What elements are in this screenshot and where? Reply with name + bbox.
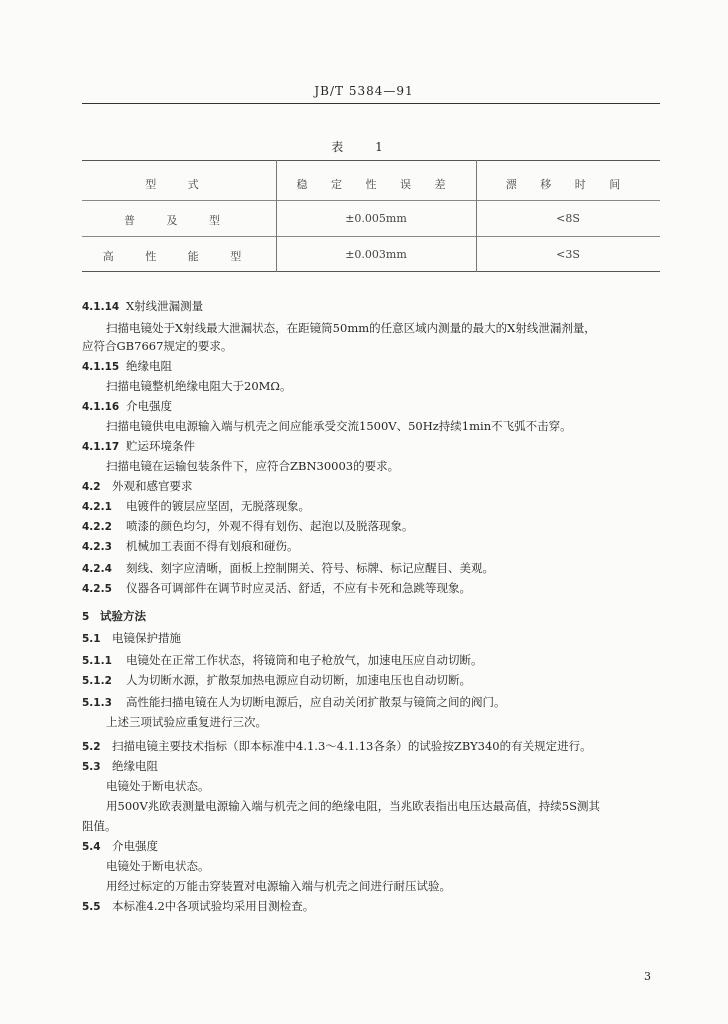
table-header-type: 型 式 (145, 178, 213, 191)
clause (82, 560, 682, 577)
table-bottom-rule (82, 271, 660, 272)
clause (82, 580, 682, 597)
clause (82, 652, 682, 669)
table-header-drift: 漂 移 时 间 (505, 178, 631, 191)
clause-text: 贮运环境条件 (126, 439, 195, 453)
paragraph-text: 阻值。 (82, 819, 117, 833)
clause-text: 电镀件的镀层应坚固，无脱落现象。 (126, 499, 310, 513)
clause (82, 758, 682, 775)
clause-text: 绝缘电阻 (112, 759, 158, 773)
clause-text: 刻线、刻字应清晰，面板上控制開关、符号、标牌、标记应醒目、美观。 (126, 561, 494, 575)
paragraph-text: 应符合GB7667规定的要求。 (82, 339, 233, 353)
clause (82, 672, 682, 689)
clause (82, 398, 682, 415)
clause-number: 4.2 (82, 481, 101, 493)
clause-number: 5.5 (82, 901, 101, 913)
paragraph-text: 扫描电镜在运输包装条件下，应符合ZBN30003的要求。 (106, 459, 400, 473)
paragraph-text: 电镜处于断电状态。 (106, 859, 210, 873)
table-cell: 普 及 型 (124, 214, 234, 227)
paragraph-text: 扫描电镜供电电源输入端与机壳之间应能承受交流1500V、50Hz持续1min不飞弧不击穿。 (106, 419, 572, 433)
paragraph-line (82, 338, 682, 354)
clause-number: 4.1.16 (82, 401, 120, 413)
clause (82, 608, 682, 625)
clause (82, 838, 682, 855)
clause (82, 478, 682, 495)
clause-number: 5.1.2 (82, 675, 112, 687)
document-code: JB/T 5384—91 (314, 84, 414, 98)
table-top-rule (82, 160, 660, 161)
clause (82, 694, 682, 711)
page-number: 3 (644, 970, 651, 983)
header-rule (82, 103, 660, 104)
paragraph-line (82, 818, 682, 834)
clause-number: 4.2.1 (82, 501, 112, 513)
clause-number: 4.1.15 (82, 361, 120, 373)
paragraph-line (106, 714, 706, 730)
paragraph-line (106, 458, 706, 474)
clause (82, 738, 682, 755)
clause (82, 298, 682, 315)
paragraph-line (106, 778, 706, 794)
paragraph-text: 上述三项试验应重复进行三次。 (106, 715, 267, 729)
clause-number: 5.2 (82, 741, 101, 753)
table-row-rule (82, 236, 660, 237)
clause-text: 喷漆的颜色均匀，外观不得有划伤、起泡以及脱落现象。 (126, 519, 414, 533)
clause-text: 介电强度 (126, 399, 172, 413)
paragraph-text: 扫描电镜处于X射线最大泄漏状态，在距镜筒50mm的任意区域内测量的最大的X射线泄漏剂量， (106, 321, 596, 335)
paragraph-text: 电镜处于断电状态。 (106, 779, 210, 793)
paragraph-text: 用500V兆欧表测量电源输入端与机壳之间的绝缘电阻，当兆欧表指出电压达最高值，持续5S测其 (106, 799, 600, 813)
paragraph-line (106, 858, 706, 874)
clause-number: 5.1 (82, 633, 101, 645)
clause-text: 仪器各可调部件在调节时应灵活、舒适，不应有卡死和急跳等现象。 (126, 581, 471, 595)
clause-text: 绝缘电阻 (126, 359, 172, 373)
paragraph-text: 用经过标定的万能击穿装置对电源输入端与机壳之间进行耐压试验。 (106, 879, 451, 893)
clause-text: 本标准4.2中各项试验均采用目测检查。 (112, 899, 315, 913)
clause-text: 高性能扫描电镜在人为切断电源后，应自动关闭扩散泵与镜筒之间的阀门。 (126, 695, 506, 709)
clause (82, 518, 682, 535)
clause-number: 5.4 (82, 841, 101, 853)
clause-number: 4.1.17 (82, 441, 120, 453)
clause (82, 538, 682, 555)
clause-text: 扫描电镜主要技术指标（即本标准中4.1.3～4.1.13各条）的试验按ZBY340的有关规定进行。 (112, 739, 592, 753)
paragraph-line (106, 320, 706, 336)
clause-text: 外观和感官要求 (112, 479, 193, 493)
clause-number: 4.2.4 (82, 563, 112, 575)
clause-number: 4.2.3 (82, 541, 112, 553)
table-cell: 高 性 能 型 (102, 250, 256, 263)
clause-text: X射线泄漏测量 (126, 299, 204, 313)
paragraph-text: 扫描电镜整机绝缘电阻大于20MΩ。 (106, 379, 292, 393)
paragraph-line (106, 378, 706, 394)
table-cell: <3S (556, 248, 580, 261)
clause-text: 电镜保护措施 (112, 631, 181, 645)
clause-text: 人为切断水源，扩散泵加热电源应自动切断，加速电压也自动切断。 (126, 673, 471, 687)
clause-number: 5.3 (82, 761, 101, 773)
table-header-rule (82, 200, 660, 201)
table-header-stability: 稳 定 性 误 差 (296, 178, 456, 191)
clause-number: 4.2.2 (82, 521, 112, 533)
paragraph-line (106, 418, 706, 434)
paragraph-line (106, 798, 706, 814)
clause (82, 498, 682, 515)
clause-number: 4.2.5 (82, 583, 112, 595)
clause-text: 试验方法 (100, 609, 146, 623)
clause-text: 机械加工表面不得有划痕和碰伤。 (126, 539, 299, 553)
clause-number: 5 (82, 611, 90, 623)
spec-table (82, 160, 660, 272)
clause (82, 898, 682, 915)
table-cell: ±0.005mm (345, 212, 407, 225)
clause-text: 介电强度 (112, 839, 158, 853)
table-cell: <8S (556, 212, 580, 225)
table-cell: ±0.003mm (345, 248, 407, 261)
clause-number: 5.1.1 (82, 655, 112, 667)
clause (82, 358, 682, 375)
clause (82, 438, 682, 455)
clause-number: 5.1.3 (82, 697, 112, 709)
clause-text: 电镜处在正常工作状态，将镜筒和电子枪放气，加速电压应自动切断。 (126, 653, 483, 667)
clause (82, 630, 682, 647)
clause-number: 4.1.14 (82, 301, 120, 313)
paragraph-line (106, 878, 706, 894)
table-title: 表 1 (331, 140, 397, 154)
